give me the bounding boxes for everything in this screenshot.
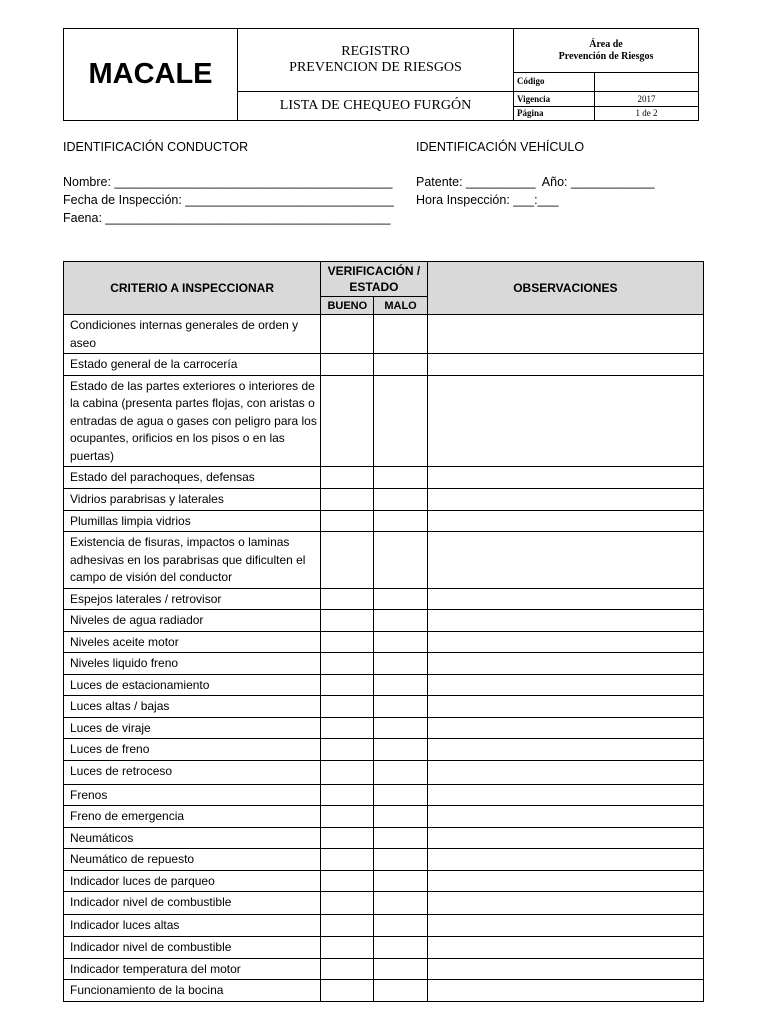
malo-checkbox-cell[interactable]	[374, 510, 427, 532]
checklist-row	[64, 892, 704, 915]
malo-checkbox-cell[interactable]	[374, 631, 427, 653]
malo-checkbox-cell[interactable]	[374, 827, 427, 849]
malo-checkbox-cell[interactable]	[374, 588, 427, 610]
inspection-time-field[interactable]: Hora Inspección: ___:___	[416, 193, 559, 207]
criterio-cell: Vidrios parabrisas y laterales	[64, 488, 321, 510]
bueno-header: BUENO	[321, 297, 374, 315]
bueno-checkbox-cell[interactable]	[321, 631, 374, 653]
bueno-checkbox-cell[interactable]	[321, 827, 374, 849]
vigencia-row	[514, 92, 698, 107]
malo-checkbox-cell[interactable]	[374, 958, 427, 980]
observaciones-cell[interactable]	[427, 532, 703, 589]
pagina-value: 1 de 2	[594, 107, 698, 120]
faena-field[interactable]: Faena: _________________________________________	[63, 211, 391, 225]
document-header	[63, 28, 699, 121]
bueno-checkbox-cell[interactable]	[321, 739, 374, 761]
checklist-row	[64, 467, 704, 489]
observaciones-cell[interactable]	[427, 488, 703, 510]
criterio-cell: Espejos laterales / retrovisor	[64, 588, 321, 610]
observaciones-cell[interactable]	[427, 653, 703, 675]
observaciones-cell[interactable]	[427, 674, 703, 696]
bueno-checkbox-cell[interactable]	[321, 532, 374, 589]
bueno-checkbox-cell[interactable]	[321, 915, 374, 937]
checklist-row	[64, 980, 704, 1002]
checklist-row	[64, 488, 704, 510]
bueno-checkbox-cell[interactable]	[321, 870, 374, 892]
checklist-row	[64, 958, 704, 980]
inspection-date-field[interactable]: Fecha de Inspección: ______________________________	[63, 193, 394, 207]
malo-checkbox-cell[interactable]	[374, 375, 427, 467]
bueno-checkbox-cell[interactable]	[321, 936, 374, 958]
codigo-row	[514, 73, 698, 92]
bueno-checkbox-cell[interactable]	[321, 653, 374, 675]
observaciones-cell[interactable]	[427, 467, 703, 489]
observaciones-header: OBSERVACIONES	[427, 262, 703, 315]
area-label	[514, 29, 698, 73]
checklist-row	[64, 674, 704, 696]
malo-checkbox-cell[interactable]	[374, 806, 427, 828]
observaciones-cell[interactable]	[427, 827, 703, 849]
criterio-cell: Luces de freno	[64, 739, 321, 761]
criterio-cell: Luces de estacionamiento	[64, 674, 321, 696]
area-line-1: Área de	[589, 38, 623, 50]
bueno-checkbox-cell[interactable]	[321, 958, 374, 980]
criterio-cell: Plumillas limpia vidrios	[64, 510, 321, 532]
checklist-title: LISTA DE CHEQUEO FURGÓN	[238, 92, 514, 120]
criterio-cell: Freno de emergencia	[64, 806, 321, 828]
checklist-row	[64, 315, 704, 354]
area-line-2: Prevención de Riesgos	[558, 50, 654, 62]
vigencia-value: 2017	[594, 92, 698, 106]
bueno-checkbox-cell[interactable]	[321, 467, 374, 489]
checklist-body	[64, 315, 704, 1002]
bueno-checkbox-cell[interactable]	[321, 588, 374, 610]
malo-checkbox-cell[interactable]	[374, 467, 427, 489]
observaciones-cell[interactable]	[427, 892, 703, 915]
malo-checkbox-cell[interactable]	[374, 870, 427, 892]
patente-year-field[interactable]: Patente: __________ Año: ____________	[416, 175, 655, 189]
observaciones-cell[interactable]	[427, 696, 703, 718]
checklist-row	[64, 610, 704, 632]
criterio-cell: Indicador temperatura del motor	[64, 958, 321, 980]
register-title	[238, 29, 514, 92]
observaciones-cell[interactable]	[427, 739, 703, 761]
inspection-checklist-table	[63, 261, 704, 1002]
checklist-row	[64, 760, 704, 784]
criterio-cell: Frenos	[64, 784, 321, 806]
observaciones-cell[interactable]	[427, 610, 703, 632]
malo-checkbox-cell[interactable]	[374, 674, 427, 696]
criterio-cell: Indicador nivel de combustible	[64, 892, 321, 915]
malo-checkbox-cell[interactable]	[374, 696, 427, 718]
checklist-row	[64, 936, 704, 958]
bueno-checkbox-cell[interactable]	[321, 717, 374, 739]
observaciones-cell[interactable]	[427, 315, 703, 354]
bueno-checkbox-cell[interactable]	[321, 980, 374, 1002]
observaciones-cell[interactable]	[427, 588, 703, 610]
criterio-cell: Funcionamiento de la bocina	[64, 980, 321, 1002]
checklist-row	[64, 375, 704, 467]
pagina-row	[514, 107, 698, 120]
criterio-header: CRITERIO A INSPECCIONAR	[64, 262, 321, 315]
malo-checkbox-cell[interactable]	[374, 610, 427, 632]
bueno-checkbox-cell[interactable]	[321, 610, 374, 632]
driver-section-heading: IDENTIFICACIÓN CONDUCTOR	[63, 140, 249, 154]
criterio-cell: Neumático de repuesto	[64, 849, 321, 871]
criterio-cell: Luces de retroceso	[64, 760, 321, 784]
observaciones-cell[interactable]	[427, 806, 703, 828]
checklist-row	[64, 870, 704, 892]
pagina-label: Página	[517, 108, 544, 118]
malo-checkbox-cell[interactable]	[374, 488, 427, 510]
observaciones-cell[interactable]	[427, 958, 703, 980]
criterio-cell: Luces altas / bajas	[64, 696, 321, 718]
criterio-cell: Luces de viraje	[64, 717, 321, 739]
criterio-cell: Estado de las partes exteriores o interiores de la cabina (presenta partes flojas, con aristas o entradas de agua o gases con peligro para los ocupantes, orificios en los pisos o en las puertas)	[64, 375, 321, 467]
malo-checkbox-cell[interactable]	[374, 760, 427, 784]
checklist-row	[64, 354, 704, 376]
checklist-row	[64, 739, 704, 761]
malo-checkbox-cell[interactable]	[374, 354, 427, 376]
checklist-row	[64, 653, 704, 675]
checklist-row	[64, 784, 704, 806]
observaciones-cell[interactable]	[427, 354, 703, 376]
criterio-cell: Niveles de agua radiador	[64, 610, 321, 632]
criterio-cell: Niveles aceite motor	[64, 631, 321, 653]
bueno-checkbox-cell[interactable]	[321, 510, 374, 532]
bueno-checkbox-cell[interactable]	[321, 784, 374, 806]
observaciones-cell[interactable]	[427, 375, 703, 467]
observaciones-cell[interactable]	[427, 915, 703, 937]
bueno-checkbox-cell[interactable]	[321, 315, 374, 354]
malo-checkbox-cell[interactable]	[374, 915, 427, 937]
codigo-value	[594, 73, 698, 91]
malo-checkbox-cell[interactable]	[374, 717, 427, 739]
observaciones-cell[interactable]	[427, 717, 703, 739]
criterio-cell: Neumáticos	[64, 827, 321, 849]
driver-name-field[interactable]: Nombre: ________________________________________	[63, 175, 393, 189]
observaciones-cell[interactable]	[427, 849, 703, 871]
criterio-cell: Estado general de la carrocería	[64, 354, 321, 376]
checklist-row	[64, 827, 704, 849]
checklist-row	[64, 631, 704, 653]
observaciones-cell[interactable]	[427, 631, 703, 653]
malo-checkbox-cell[interactable]	[374, 315, 427, 354]
checklist-row	[64, 849, 704, 871]
criterio-cell: Indicador nivel de combustible	[64, 936, 321, 958]
company-logo: MACALE	[64, 29, 238, 120]
title-line-2: PREVENCION DE RIESGOS	[289, 60, 462, 75]
checklist-row	[64, 510, 704, 532]
checklist-row	[64, 806, 704, 828]
bueno-checkbox-cell[interactable]	[321, 488, 374, 510]
malo-checkbox-cell[interactable]	[374, 849, 427, 871]
title-line-1: REGISTRO	[341, 44, 410, 59]
bueno-checkbox-cell[interactable]	[321, 892, 374, 915]
bueno-checkbox-cell[interactable]	[321, 849, 374, 871]
malo-checkbox-cell[interactable]	[374, 784, 427, 806]
criterio-cell: Existencia de fisuras, impactos o laminas adhesivas en los parabrisas que dificulten el campo de visión del conductor	[64, 532, 321, 589]
verificacion-header: VERIFICACIÓN / ESTADO	[321, 262, 427, 297]
vigencia-label: Vigencia	[517, 94, 551, 104]
bueno-checkbox-cell[interactable]	[321, 375, 374, 467]
checklist-row	[64, 717, 704, 739]
bueno-checkbox-cell[interactable]	[321, 354, 374, 376]
bueno-checkbox-cell[interactable]	[321, 806, 374, 828]
checklist-row	[64, 696, 704, 718]
observaciones-cell[interactable]	[427, 784, 703, 806]
bueno-checkbox-cell[interactable]	[321, 696, 374, 718]
observaciones-cell[interactable]	[427, 980, 703, 1002]
bueno-checkbox-cell[interactable]	[321, 674, 374, 696]
checklist-row	[64, 532, 704, 589]
observaciones-cell[interactable]	[427, 760, 703, 784]
criterio-cell: Estado del parachoques, defensas	[64, 467, 321, 489]
observaciones-cell[interactable]	[427, 510, 703, 532]
malo-checkbox-cell[interactable]	[374, 980, 427, 1002]
malo-checkbox-cell[interactable]	[374, 892, 427, 915]
malo-header: MALO	[374, 297, 427, 315]
criterio-cell: Indicador luces altas	[64, 915, 321, 937]
checklist-row	[64, 588, 704, 610]
criterio-cell: Indicador luces de parqueo	[64, 870, 321, 892]
criterio-cell: Niveles liquido freno	[64, 653, 321, 675]
malo-checkbox-cell[interactable]	[374, 532, 427, 589]
bueno-checkbox-cell[interactable]	[321, 760, 374, 784]
malo-checkbox-cell[interactable]	[374, 936, 427, 958]
codigo-label: Código	[517, 76, 545, 86]
malo-checkbox-cell[interactable]	[374, 653, 427, 675]
observaciones-cell[interactable]	[427, 936, 703, 958]
malo-checkbox-cell[interactable]	[374, 739, 427, 761]
vehicle-section-heading: IDENTIFICACIÓN VEHÍCULO	[416, 140, 585, 154]
criterio-cell: Condiciones internas generales de orden y aseo	[64, 315, 321, 354]
observaciones-cell[interactable]	[427, 870, 703, 892]
checklist-row	[64, 915, 704, 937]
